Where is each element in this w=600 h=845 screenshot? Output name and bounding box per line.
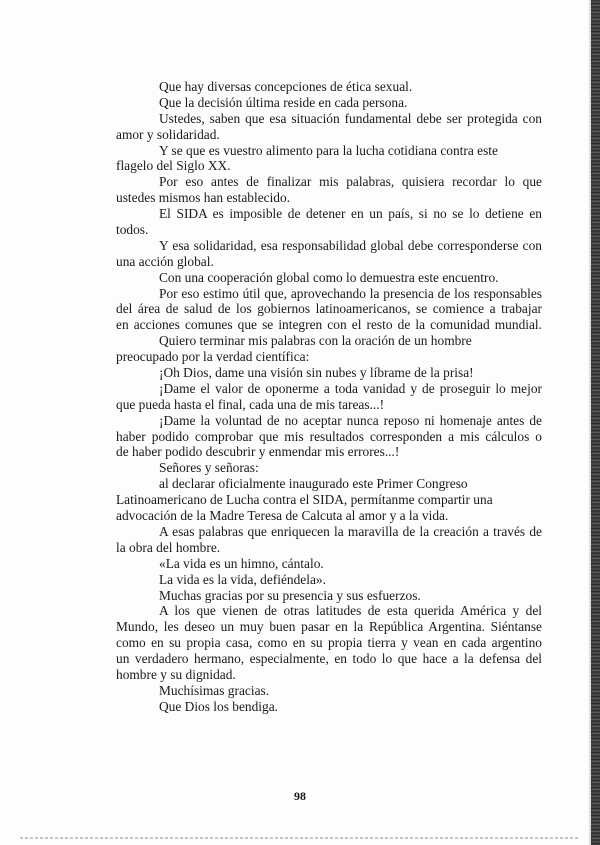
text-line: un verdadero hermano, especialmente, en todo lo que hace a la defensa del bbox=[116, 651, 542, 667]
text-line: flagelo del Siglo XX. bbox=[116, 158, 231, 174]
text-line: la obra del hombre. bbox=[116, 539, 221, 555]
text-line: Mundo, les deseo un muy buen pasar en la República Argentina. Siéntanse bbox=[116, 619, 542, 635]
text-line: Quiero terminar mis palabras con la oración de un hombre bbox=[159, 333, 472, 349]
text-line: como en su propia casa, como en su propia tierra y vean en cada argentino bbox=[116, 635, 542, 651]
body-text bbox=[116, 79, 542, 715]
text-line: ustedes mismos han establecido. bbox=[116, 190, 291, 206]
text-line: A los que vienen de otras latitudes de esta querida América y del bbox=[159, 603, 542, 619]
text-line: Muchísimas gracias. bbox=[159, 682, 270, 698]
text-line: del área de salud de los gobiernos latinoamericanos, se comience a trabajar bbox=[116, 301, 542, 317]
text-line: Por eso estimo útil que, aprovechando la presencia de los responsables bbox=[159, 285, 542, 301]
text-line: hombre y su dignidad. bbox=[116, 666, 236, 682]
text-line: una acción global. bbox=[116, 253, 214, 269]
text-line: Que Dios los bendiga. bbox=[159, 698, 279, 714]
text-line: que pueda hasta el final, cada una de mis tareas...! bbox=[116, 396, 385, 412]
text-line: Señores y señoras: bbox=[159, 460, 259, 476]
text-line: Que la decisión última reside en cada persona. bbox=[159, 94, 408, 110]
scan-edge-shadow bbox=[591, 0, 600, 845]
text-line: Por eso antes de finalizar mis palabras, quisiera recordar lo que bbox=[159, 174, 542, 190]
text-line: Ustedes, saben que esa situación fundamental debe ser protegida con bbox=[159, 110, 542, 126]
scan-bottom-artifact bbox=[20, 837, 580, 839]
text-line: La vida es la vida, defiéndela». bbox=[159, 571, 326, 587]
text-line: advocación de la Madre Teresa de Calcuta al amor y a la vida. bbox=[116, 508, 449, 524]
text-line: todos. bbox=[116, 222, 149, 238]
text-line: amor y solidaridad. bbox=[116, 126, 220, 142]
text-line: al declarar oficialmente inaugurado este Primer Congreso bbox=[159, 476, 468, 492]
text-line: A esas palabras que enriquecen la maravilla de la creación a través de bbox=[159, 523, 542, 539]
text-line: Que hay diversas concepciones de ética sexual. bbox=[159, 79, 413, 94]
text-line: preocupado por la verdad científica: bbox=[116, 349, 310, 365]
text-line: «La vida es un himno, cántalo. bbox=[159, 555, 324, 571]
text-line: Y se que es vuestro alimento para la lucha cotidiana contra este bbox=[159, 142, 498, 158]
text-line: Con una cooperación global como lo demuestra este encuentro. bbox=[159, 269, 499, 285]
text-line: ¡Oh Dios, dame una visión sin nubes y líbrame de la prisa! bbox=[159, 365, 474, 381]
text-line: ¡Dame el valor de oponerme a toda vanidad y de proseguir lo mejor bbox=[159, 380, 542, 396]
text-line: de haber podido descubrir y enmendar mis errores...! bbox=[116, 444, 400, 460]
text-line: Y esa solidaridad, esa responsabilidad global debe corresponderse con bbox=[159, 237, 542, 253]
text-line: Muchas gracias por su presencia y sus esfuerzos. bbox=[159, 587, 421, 603]
text-line: Latinoamericano de Lucha contra el SIDA, permítanme compartir una bbox=[116, 492, 493, 508]
scan-edge-gradient bbox=[588, 0, 591, 845]
text-line: en acciones comunes que se integren con el resto de la comunidad mundial. bbox=[116, 317, 542, 333]
text-line: El SIDA es imposible de detener en un país, si no se lo detiene en bbox=[159, 206, 542, 222]
text-line: haber podido comprobar que mis resultados corresponden a mis cálculos o bbox=[116, 428, 542, 444]
page-number: 98 bbox=[294, 789, 306, 803]
text-line: ¡Dame la voluntad de no aceptar nunca reposo ni homenaje antes de bbox=[159, 412, 542, 428]
